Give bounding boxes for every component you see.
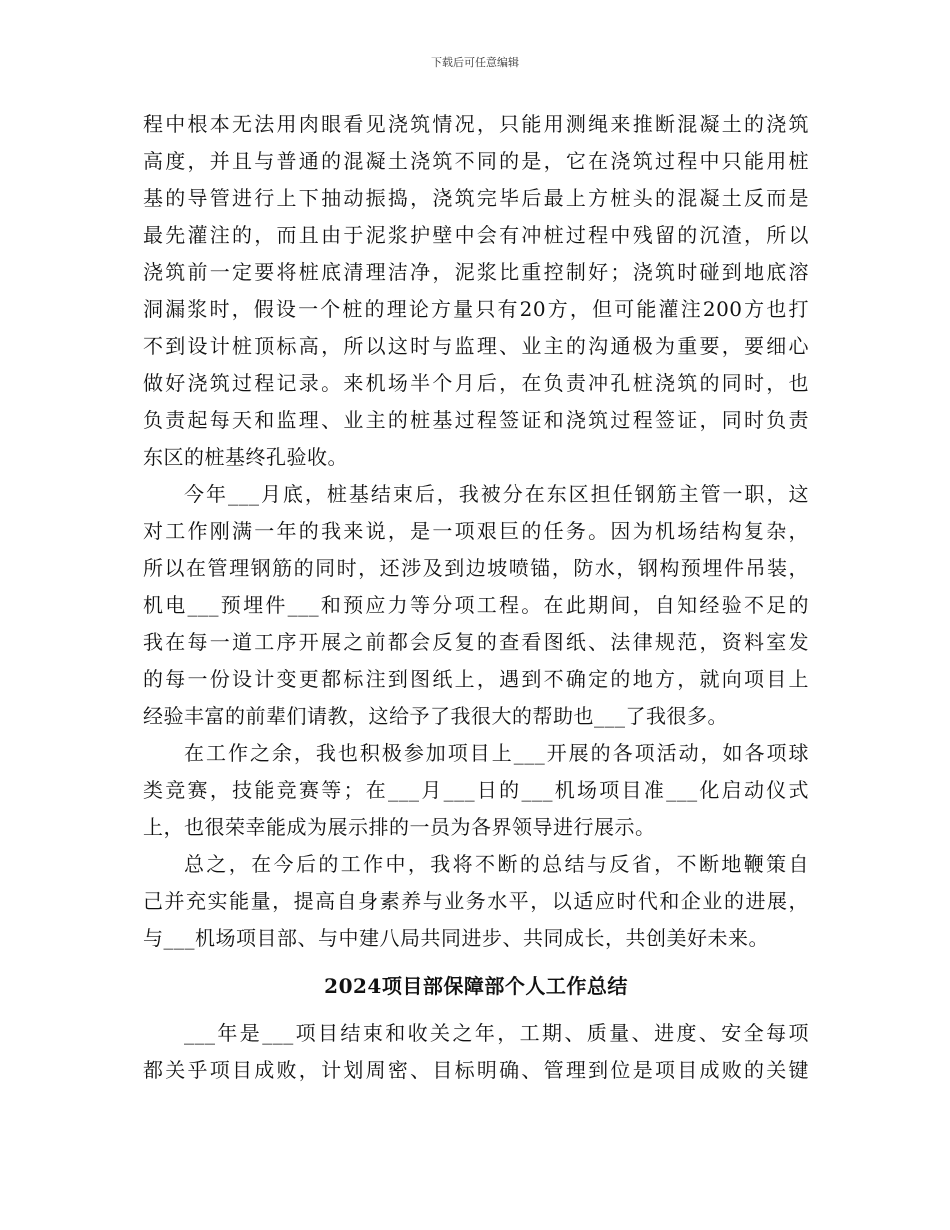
paragraph xyxy=(143,846,809,957)
section-title: 2024项目部保障部个人工作总结 xyxy=(324,974,628,998)
document-body xyxy=(143,106,809,1089)
text-line: 程中根本无法用肉眼看见浇筑情况，只能用测绳来推断混凝土的浇筑 xyxy=(143,112,809,136)
text-line: 己并充实能量，提高自身素养与业务水平，以适应时代和企业的进展， xyxy=(143,889,809,913)
text-line: 做好浇筑过程记录。来机场半个月后，在负责冲孔桩浇筑的同时，也 xyxy=(143,371,809,395)
text-line: 总之，在今后的工作中，我将不断的总结与反省，不断地鞭策自 xyxy=(184,852,809,876)
paragraph xyxy=(143,1015,809,1089)
text-line: 经验丰富的前辈们请教，这给予了我很大的帮助也___了我很多。 xyxy=(143,704,728,728)
text-line: 我在每一道工序开展之前都会反复的查看图纸、法律规范，资料室发 xyxy=(143,630,809,654)
text-line: 与___机场项目部、与中建八局共同进步、共同成长，共创美好未来。 xyxy=(143,926,769,950)
text-line: 上，也很荣幸能成为展示排的一员为各界领导进行展示。 xyxy=(143,815,656,839)
text-line: 的每一份设计变更都标注到图纸上，遇到不确定的地方，就向项目上 xyxy=(143,667,809,691)
page-header-note: 下载后可任意编辑 xyxy=(431,56,519,69)
text-line: 基的导管进行上下抽动振捣，浇筑完毕后最上方桩头的混凝土反而是 xyxy=(143,186,809,210)
text-line: 今年___月底，桩基结束后，我被分在东区担任钢筋主管一职，这 xyxy=(184,482,809,506)
text-line: 所以在管理钢筋的同时，还涉及到边坡喷锚，防水，钢构预埋件吊装， xyxy=(143,556,809,580)
text-line: 最先灌注的，而且由于泥浆护壁中会有冲桩过程中残留的沉渣，所以 xyxy=(143,223,809,247)
text-line: 不到设计桩顶标高，所以这时与监理、业主的沟通极为重要，要细心 xyxy=(143,334,809,358)
paragraph xyxy=(143,106,809,476)
text-line: 在工作之余，我也积极参加项目上___开展的各项活动，如各项球 xyxy=(184,741,809,765)
paragraph xyxy=(143,735,809,846)
text-line: 机电___预埋件___和预应力等分项工程。在此期间，自知经验不足的 xyxy=(143,593,809,617)
text-line: 东区的桩基终孔验收。 xyxy=(143,445,348,469)
text-line: 类竞赛，技能竞赛等；在___月___日的___机场项目准___化启动仪式 xyxy=(143,778,809,802)
text-line: 高度，并且与普通的混凝土浇筑不同的是，它在浇筑过程中只能用桩 xyxy=(143,149,809,173)
text-line: ___年是___项目结束和收关之年，工期、质量、进度、安全每项 xyxy=(184,1021,809,1045)
text-line: 都关乎项目成败，计划周密、目标明确、管理到位是项目成败的关键 xyxy=(143,1058,809,1082)
text-line: 洞漏浆时，假设一个桩的理论方量只有20方，但可能灌注200方也打 xyxy=(143,297,809,321)
paragraph xyxy=(143,476,809,735)
text-line: 浇筑前一定要将桩底清理洁净，泥浆比重控制好；浇筑时碰到地底溶 xyxy=(143,260,809,284)
text-line: 对工作刚满一年的我来说，是一项艰巨的任务。因为机场结构复杂， xyxy=(143,519,809,543)
text-line: 负责起每天和监理、业主的桩基过程签证和浇筑过程签证，同时负责 xyxy=(143,408,809,432)
